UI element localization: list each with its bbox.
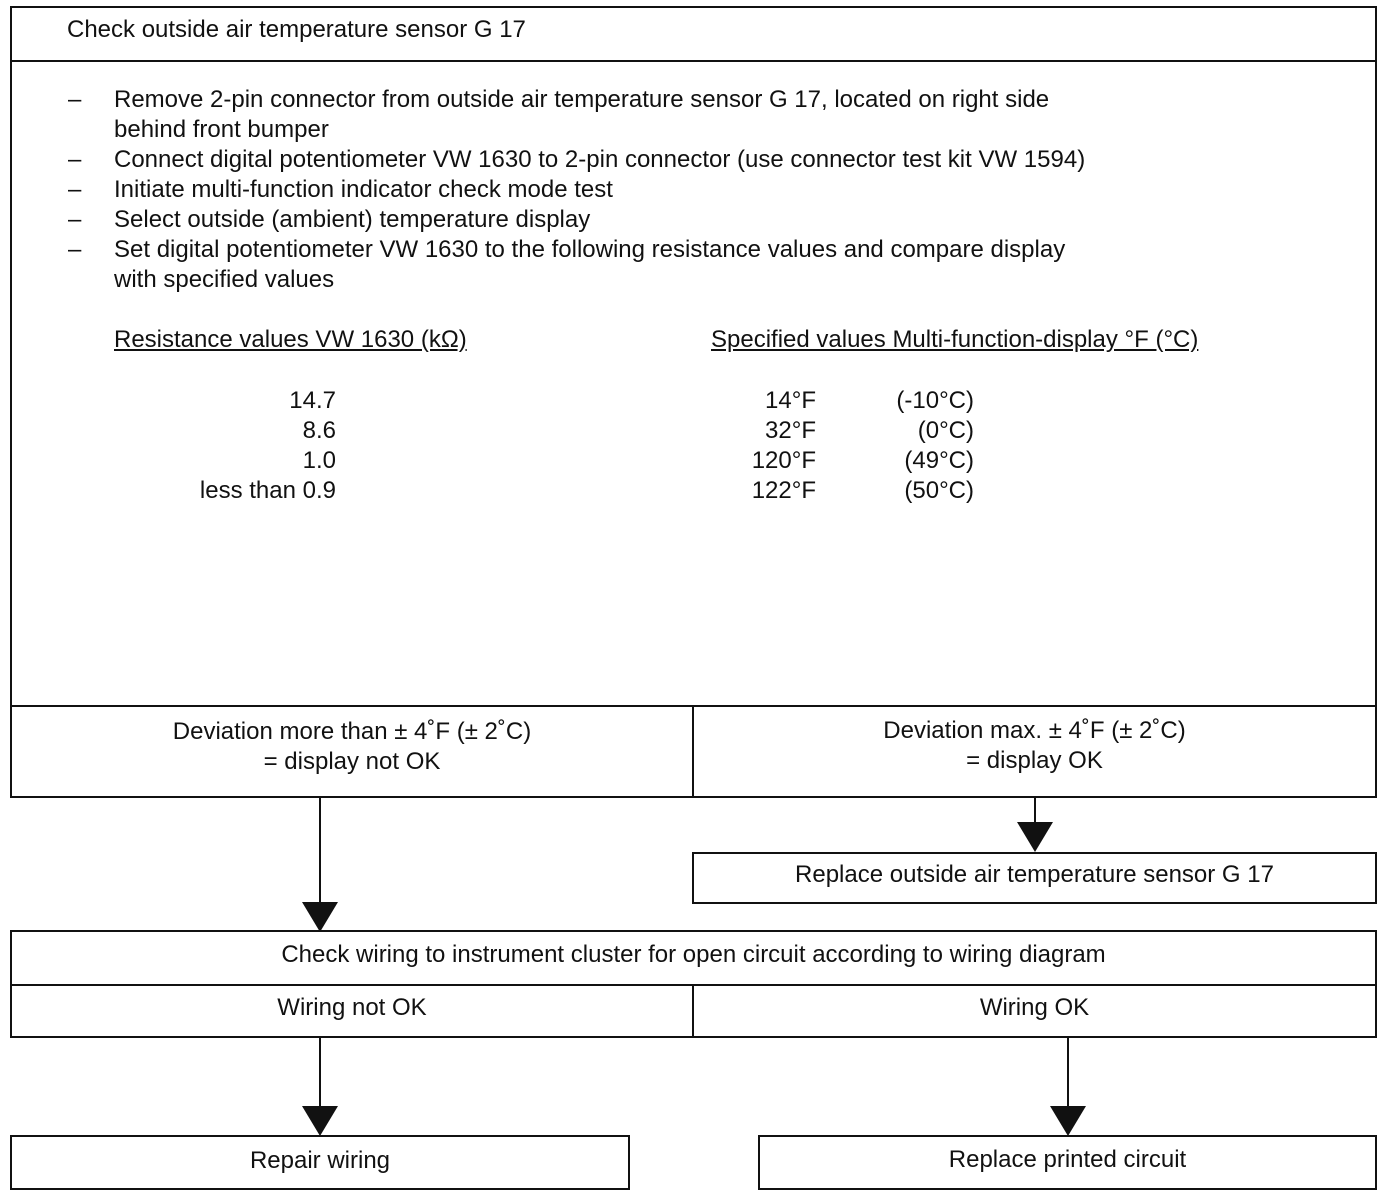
- wiring-not-ok-label: Wiring not OK: [277, 994, 427, 1021]
- resistance-value: 14.7: [289, 387, 336, 414]
- arrow-down-icon: [302, 902, 338, 932]
- wiring-ok-label: Wiring OK: [979, 994, 1090, 1021]
- connector-line: [1067, 1038, 1069, 1110]
- header-divider: [10, 60, 1377, 62]
- fahrenheit-value: 122°F: [751, 477, 816, 504]
- fahrenheit-value: 32°F: [765, 417, 816, 444]
- celsius-value: (0°C): [917, 417, 974, 444]
- specified-column-header: Specified values Multi-function-display °F (°C): [711, 326, 1199, 353]
- connector-line: [319, 798, 321, 904]
- replace-circuit-label: Replace printed circuit: [948, 1146, 1187, 1173]
- resistance-value: less than 0.9: [199, 477, 336, 504]
- step-2-line-1: Connect digital potentiometer VW 1630 to 2-pin connector (use connector test kit VW 1594): [114, 146, 1086, 173]
- celsius-value: (49°C): [904, 447, 974, 474]
- celsius-value: (50°C): [904, 477, 974, 504]
- deviation-ok-line-1: Deviation max. ± 4˚F (± 2˚C): [883, 717, 1186, 744]
- arrow-down-icon: [1017, 822, 1053, 852]
- fahrenheit-value: 120°F: [751, 447, 816, 474]
- check-wiring-label: Check wiring to instrument cluster for open circuit according to wiring diagram: [281, 941, 1106, 968]
- resistance-value: 8.6: [302, 417, 336, 444]
- fahrenheit-value: 14°F: [765, 387, 816, 414]
- step-1-line-2: behind front bumper: [114, 116, 329, 143]
- arrow-down-icon: [302, 1106, 338, 1136]
- connector-line: [319, 1038, 321, 1110]
- connector-line: [1034, 798, 1036, 824]
- arrow-down-icon: [1050, 1106, 1086, 1136]
- step-5-line-1: Set digital potentiometer VW 1630 to the following resistance values and compare display: [114, 236, 1066, 263]
- step-1-line-1: Remove 2-pin connector from outside air temperature sensor G 17, located on right side: [114, 86, 1050, 113]
- resistance-value: 1.0: [302, 447, 336, 474]
- procedure-title: Check outside air temperature sensor G 17: [67, 16, 526, 43]
- celsius-value: (-10°C): [896, 387, 974, 414]
- deviation-not-ok-line-1: Deviation more than ± 4˚F (± 2˚C): [172, 718, 532, 745]
- resistance-column-header: Resistance values VW 1630 (kΩ): [114, 326, 467, 353]
- step-3-bullet: –: [68, 176, 82, 203]
- step-4-bullet: –: [68, 206, 82, 233]
- step-5-bullet: –: [68, 236, 82, 263]
- deviation-not-ok-line-2: = display not OK: [263, 748, 441, 775]
- repair-wiring-label: Repair wiring: [249, 1147, 391, 1174]
- deviation-ok-line-2: = display OK: [966, 747, 1103, 774]
- step-4-line-1: Select outside (ambient) temperature display: [114, 206, 591, 233]
- step-5-line-2: with specified values: [114, 266, 335, 293]
- replace-sensor-label: Replace outside air temperature sensor G 17: [795, 861, 1274, 888]
- step-3-line-1: Initiate multi-function indicator check mode test: [114, 176, 613, 203]
- step-1-bullet: –: [68, 86, 82, 113]
- step-2-bullet: –: [68, 146, 82, 173]
